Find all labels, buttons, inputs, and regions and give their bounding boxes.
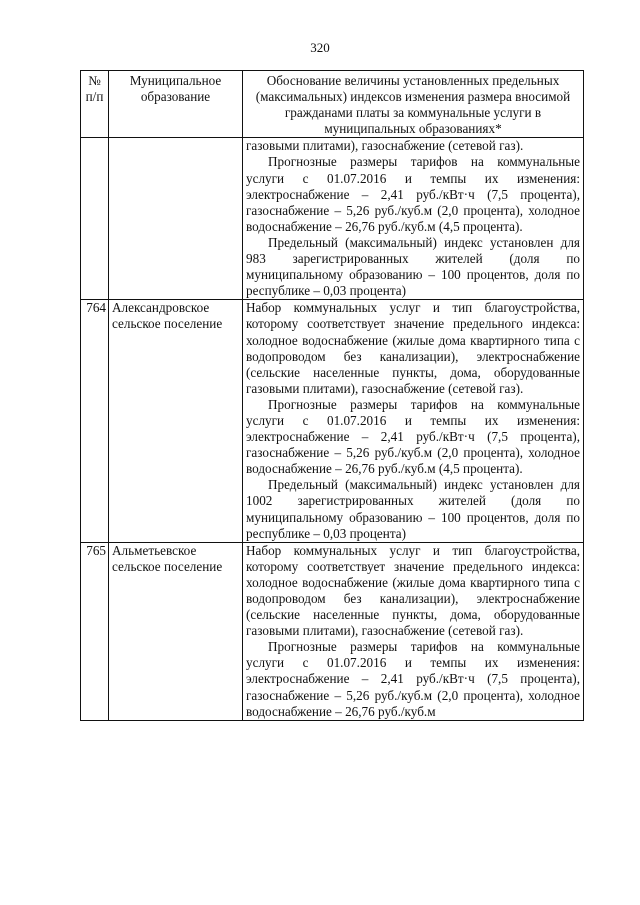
justification-paragraph: Набор коммунальных услуг и тип благоустройства, которому соответствует значение предельного индекса: холодное водоснабжение (жилые дома квартирного типа с водопроводом без канализации), электроснабжение (сельские населенные пункты, дома, оборудованные газовыми плитами), газоснабжение (сетевой газ). — [246, 542, 580, 639]
justification-paragraph: Набор коммунальных услуг и тип благоустройства, которому соответствует значение предельного индекса: холодное водоснабжение (жилые дома квартирного типа с водопроводом без канализации), электроснабжение (сельские населенные пункты, дома, оборудованные газовыми плитами), газоснабжение (сетевой газ). — [246, 300, 580, 396]
table-header-row — [81, 71, 584, 138]
row-justification — [243, 138, 584, 300]
header-justification: Обоснование величины установленных предельных (максимальных) индексов изменения размера вносимой гражданами платы за коммунальные услуги в муниципальных образованиях* — [243, 71, 584, 138]
justification-paragraph: Предельный (максимальный) индекс установлен для 1002 зарегистрированных жителей (доля по муниципальному образованию – 100 процентов, доля по республике – 0,03 процента) — [246, 477, 580, 541]
row-municipality: Альметьевское сельское поселение — [109, 542, 243, 720]
tariff-index-table — [80, 70, 584, 721]
row-municipality — [109, 138, 243, 300]
row-justification — [243, 542, 584, 720]
table-row — [81, 138, 584, 300]
row-number: 765 — [81, 542, 109, 720]
row-justification — [243, 300, 584, 542]
row-number: 764 — [81, 300, 109, 542]
justification-paragraph: Предельный (максимальный) индекс установлен для 983 зарегистрированных жителей (доля по муниципальному образованию – 100 процентов, доля по республике – 0,03 процента) — [246, 234, 580, 299]
justification-paragraph: Прогнозные размеры тарифов на коммунальные услуги с 01.07.2016 и темпы их изменения: электроснабжение – 2,41 руб./кВт·ч (7,5 процента), газоснабжение – 5,26 руб./куб.м (2,0 процента), холодное водоснабжение – 26,76 руб./куб.м (4,5 процента). — [246, 396, 580, 477]
header-municipality: Муниципальное образование — [109, 71, 243, 138]
row-municipality: Александровское сельское поселение — [109, 300, 243, 542]
table-row — [81, 300, 584, 542]
justification-paragraph: газовыми плитами), газоснабжение (сетевой газ). — [246, 138, 524, 154]
header-number: № п/п — [81, 71, 109, 138]
row-number — [81, 138, 109, 300]
table-row — [81, 542, 584, 720]
page-number: 320 — [310, 40, 330, 55]
justification-paragraph: Прогнозные размеры тарифов на коммунальные услуги с 01.07.2016 и темпы их изменения: электроснабжение – 2,41 руб./кВт·ч (7,5 процента), газоснабжение – 5,26 руб./куб.м (2,0 процента), холодное водоснабжение – 26,76 руб./куб.м — [246, 639, 580, 719]
justification-paragraph: Прогнозные размеры тарифов на коммунальные услуги с 01.07.2016 и темпы их изменения: электроснабжение – 2,41 руб./кВт·ч (7,5 процента), газоснабжение – 5,26 руб./куб.м (2,0 процента), холодное водоснабжение – 26,76 руб./куб.м (4,5 процента). — [246, 154, 580, 234]
